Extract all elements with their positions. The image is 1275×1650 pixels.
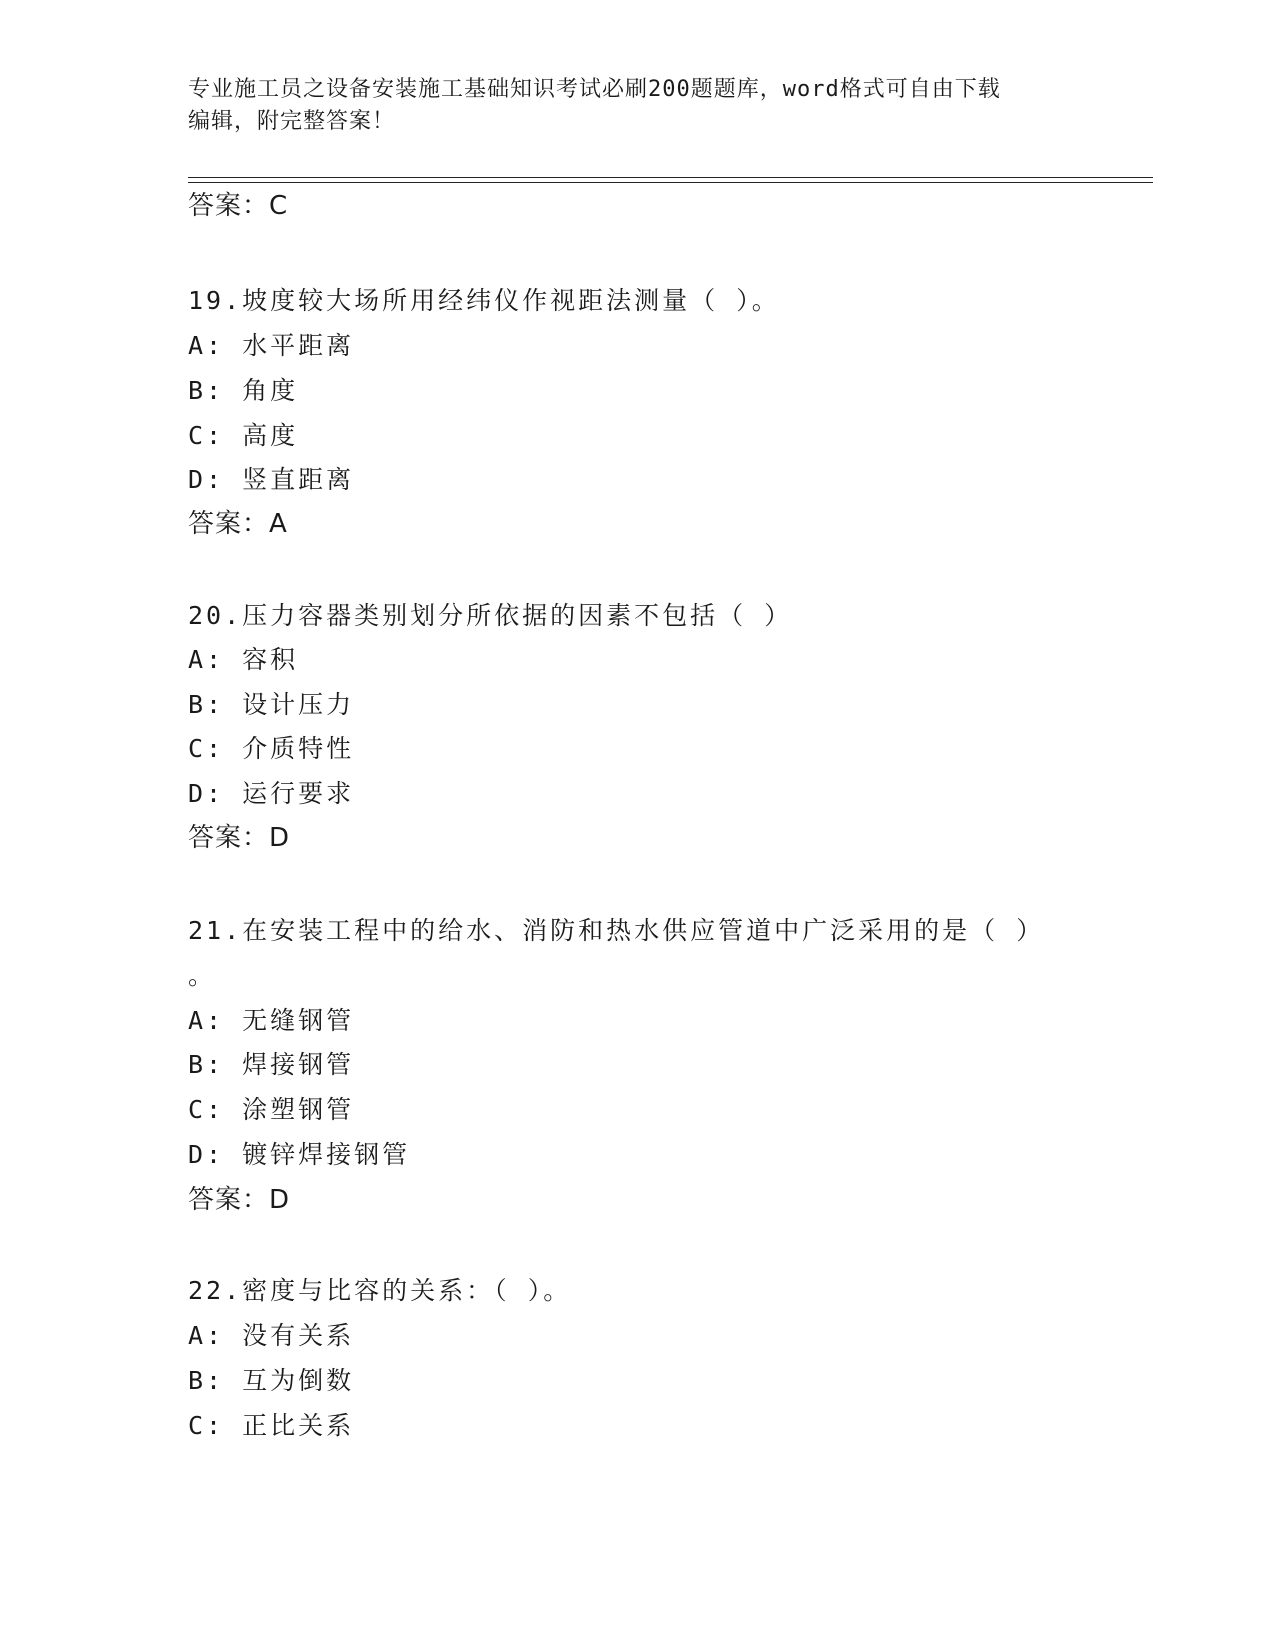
question-20-option-b: B: 设计压力 <box>188 690 355 719</box>
question-22-option-a: A: 没有关系 <box>188 1321 355 1350</box>
document-header <box>188 74 1068 138</box>
previous-answer: 答案：C <box>188 191 289 221</box>
question-21-stem: 21.在安装工程中的给水、消防和热水供应管道中广泛采用的是（ ） <box>188 916 1045 945</box>
question-20-stem: 20.压力容器类别划分所依据的因素不包括（ ） <box>188 601 793 630</box>
question-19-option-b: B: 角度 <box>188 376 299 405</box>
question-19-option-c: C: 高度 <box>188 421 299 450</box>
question-22-option-c: C: 正比关系 <box>188 1411 355 1440</box>
question-21-option-d: D: 镀锌焊接钢管 <box>188 1140 411 1169</box>
question-22-option-b: B: 互为倒数 <box>188 1366 355 1395</box>
question-20-option-d: D: 运行要求 <box>188 779 355 808</box>
question-19-option-d: D: 竖直距离 <box>188 465 355 494</box>
question-21-option-a: A: 无缝钢管 <box>188 1006 355 1035</box>
question-19-stem: 19.坡度较大场所用经纬仪作视距法测量（ ）。 <box>188 286 780 315</box>
header-title-line1: 专业施工员之设备安装施工基础知识考试必刷200题题库，word格式可自由下载 <box>188 77 1001 102</box>
question-21-option-b: B: 焊接钢管 <box>188 1050 355 1079</box>
question-21-stem-continuation: 。 <box>188 961 217 990</box>
question-21-answer: 答案：D <box>188 1185 291 1215</box>
question-20-option-c: C: 介质特性 <box>188 734 355 763</box>
header-divider-top <box>188 177 1153 178</box>
header-divider-bottom <box>188 182 1153 183</box>
question-20-option-a: A: 容积 <box>188 645 299 674</box>
question-21-option-c: C: 涂塑钢管 <box>188 1095 355 1124</box>
header-title-line2: 编辑，附完整答案！ <box>188 109 396 134</box>
question-20-answer: 答案：D <box>188 823 291 853</box>
question-19-option-a: A: 水平距离 <box>188 331 355 360</box>
question-22-stem: 22.密度与比容的关系：（ ）。 <box>188 1276 572 1305</box>
question-19-answer: 答案：A <box>188 509 288 539</box>
